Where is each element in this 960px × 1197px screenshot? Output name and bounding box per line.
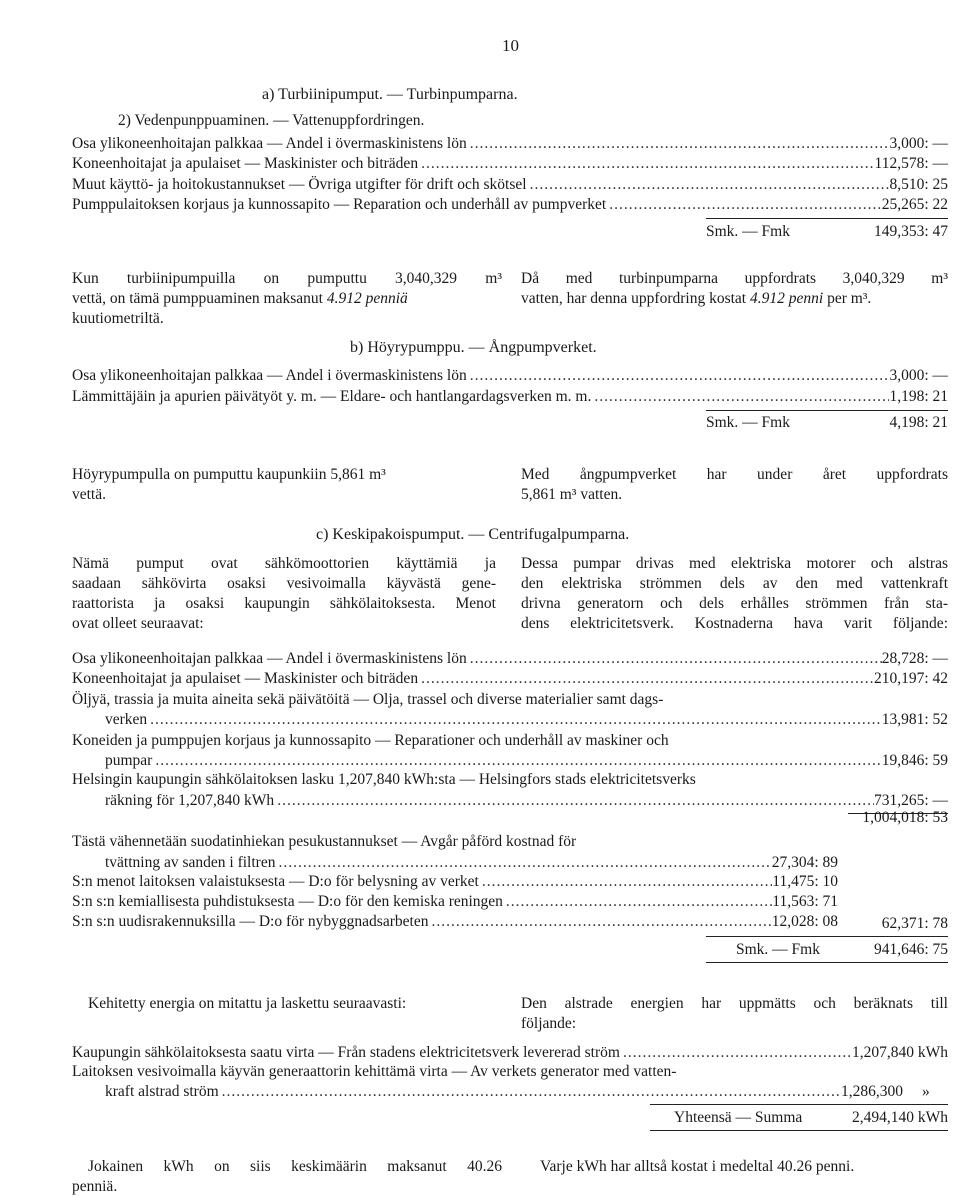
row-label: Osa ylikoneenhoitajan palkkaa — Andel i övermaskinistens lön — [72, 367, 467, 384]
deductions-total: 62,371: 78 — [881, 915, 948, 932]
energy-heading-fi: Kehitetty energia on mitattu ja laskettu seuraavasti: — [88, 995, 407, 1012]
row-amount: 1,198: 21 — [889, 388, 948, 405]
section-b-row — [72, 387, 948, 407]
energy-total-label: Yhteensä — Summa — [674, 1109, 803, 1126]
deduction-row — [72, 912, 838, 932]
note-line: Höyrypumpulla on pumputtu kaupunkiin 5,861 m³ — [72, 466, 386, 483]
deduction-row — [105, 853, 838, 873]
note-line: Då med turbinpumparna uppfordrats 3,040,329 m³ — [521, 270, 948, 287]
row-label: pumpar — [105, 752, 153, 769]
total-rule — [706, 936, 948, 937]
page-number: 10 — [502, 36, 519, 55]
section-b-total-label: Smk. — Fmk — [706, 414, 790, 431]
energy-label-line1: Laitoksen vesivoimalla käyvän generaattorin kehittämä virta — Av verkets generator med vatten- — [72, 1063, 677, 1080]
row-label-line1: Koneiden ja pumppujen korjaus ja kunnossapito — Reparationer och underhåll av maskiner och — [72, 732, 669, 749]
ditto-mark: » — [922, 1083, 930, 1100]
row-amount: 3,000: — — [889, 135, 948, 152]
row-label: verken — [105, 711, 148, 728]
row-amount: 19,846: 59 — [881, 752, 948, 769]
section-c-row — [105, 791, 948, 811]
section-c-row — [105, 710, 948, 730]
row-label: Osa ylikoneenhoitajan palkkaa — Andel i övermaskinistens lön — [72, 650, 467, 667]
row-amount: 210,197: 42 — [873, 670, 948, 687]
row-amount: 28,728: — — [881, 650, 948, 667]
row-amount: 11,475: 10 — [772, 873, 838, 890]
deduction-row — [72, 892, 838, 912]
note-line: Med ångpumpverket har under året uppfordrats — [521, 466, 948, 483]
note-line: Kun turbiinipumpuilla on pumputtu 3,040,329 m³ — [72, 270, 502, 287]
row-label: tvättning av sanden i filtren — [105, 854, 276, 871]
row-amount: 25,265: 22 — [881, 196, 948, 213]
row-label-line1: Öljyä, trassia ja muita aineita sekä päivätöitä — Olja, trassel och diverse materialier samt dags- — [72, 691, 664, 708]
row-label: Muut käyttö- ja hoitokustannukset — Övriga utgifter för drift och skötsel — [72, 176, 527, 193]
row-label-line1: Helsingin kaupungin sähkölaitoksen lasku 1,207,840 kWh:sta — Helsingfors stads elektricitetsverks — [72, 771, 696, 788]
row-label: kraft alstrad ström — [105, 1083, 219, 1100]
intro-line: Dessa pumpar drivas med elektriska motorer och alstras — [521, 555, 948, 572]
deduction-label-line1: Tästä vähennetään suodatinhiekan pesukustannukset — Avgår påförd kostnad för — [72, 833, 577, 850]
energy-row — [105, 1082, 903, 1102]
note-value: 4.912 penni — [750, 290, 824, 307]
row-label: S:n menot laitoksen valaistuksesta — D:o för belysning av verket — [72, 873, 479, 890]
section-c-row — [72, 649, 948, 669]
section-a-row — [72, 175, 948, 195]
intro-line: den elektriska strömmen dels av den med vattenkraft — [521, 575, 948, 592]
note-line: vatten, har denna uppfordring kostat 4.912 penni per m³. — [521, 290, 872, 307]
note-line: vettä. — [72, 486, 106, 503]
intro-line: drivna generatorn och dels erhålles strömmen från sta- — [521, 595, 948, 612]
section-b-heading: b) Höyrypumppu. — Ångpumpverket. — [350, 339, 597, 356]
row-amount: 112,578: — — [874, 155, 948, 172]
section-a-note-fi — [72, 269, 502, 329]
section-c-row — [72, 669, 948, 689]
row-label: Koneenhoitajat ja apulaiset — Maskinister och biträden — [72, 155, 419, 172]
row-label: Kaupungin sähkölaitoksesta saatu virta — Från stadens elektricitetsverk levererad ström — [72, 1044, 620, 1061]
section-c-intro-fi — [72, 554, 496, 634]
section-c-total-label: Smk. — Fmk — [736, 941, 820, 958]
row-amount: 1,286,300 — [841, 1083, 903, 1100]
row-label: Pumppulaitoksen korjaus ja kunnossapito — Reparation och underhåll av pumpverket — [72, 196, 607, 213]
section-a-row — [72, 134, 948, 154]
section-c-intro-sv — [521, 554, 948, 634]
intro-line: dens elektricitetsverk. Kostnaderna hava varit följande: — [521, 615, 948, 632]
note-line: vettä, on tämä pumppuaminen maksanut 4.912 penniä — [72, 290, 408, 307]
row-label: Lämmittäjäin ja apurien päivätyöt y. m. — Eldare- och hantlangardagsverken m. m. — [72, 388, 592, 405]
footer-line: Jokainen kWh on siis keskimäärin maksanut 40.26 — [88, 1158, 502, 1175]
energy-heading-sv — [521, 994, 948, 1034]
row-label: S:n s:n kemiallisesta puhdistuksesta — D:o för den kemiska reningen — [72, 893, 503, 910]
row-amount: 731,265: — — [873, 792, 948, 809]
heading-line: Den alstrade energien har uppmätts och beräknats till — [521, 995, 948, 1012]
total-rule — [706, 410, 948, 411]
footer-line: penniä. — [72, 1178, 118, 1195]
footer-sv: Varje kWh har alltså kostat i medeltal 40.26 penni. — [540, 1158, 855, 1175]
row-label: Osa ylikoneenhoitajan palkkaa — Andel i övermaskinistens lön — [72, 135, 467, 152]
row-label: S:n s:n uudisrakennuksilla — D:o för nybyggnadsarbeten — [72, 913, 429, 930]
total-rule — [706, 218, 948, 219]
row-amount: 1,207,840 kWh — [851, 1044, 948, 1061]
energy-row — [72, 1043, 948, 1063]
intro-line: ovat olleet seuraavat: — [72, 615, 204, 632]
row-label: Koneenhoitajat ja apulaiset — Maskinister och biträden — [72, 670, 419, 687]
section-a-note-sv — [521, 269, 948, 309]
footer-fi — [72, 1157, 502, 1197]
section-c-total-amount: 941,646: 75 — [873, 941, 948, 958]
section-a-row — [72, 154, 948, 174]
section-b-note-fi — [72, 465, 502, 505]
section-b-note-sv — [521, 465, 948, 505]
intro-line: saadaan sähkövirta osaksi vesivoimalla käyvästä gene- — [72, 575, 496, 592]
section-a-heading: a) Turbiinipumput. — Turbinpumparna. — [262, 86, 518, 103]
section-c-subtotal: 1,004,018: 53 — [862, 809, 948, 826]
note-line: 5,861 m³ vatten. — [521, 486, 623, 503]
total-rule — [650, 1104, 948, 1105]
intro-line: Nämä pumput ovat sähkömoottorien käyttämiä ja — [72, 555, 496, 572]
section-a-subheading: 2) Vedenpunppuaminen. — Vattenuppfordringen. — [118, 112, 425, 129]
section-a-total-label: Smk. — Fmk — [706, 223, 790, 240]
double-rule — [650, 1130, 948, 1131]
note-line: kuutiometriltä. — [72, 310, 164, 327]
section-c-row — [105, 751, 948, 771]
double-rule — [706, 962, 948, 963]
energy-total-amount: 2,494,140 kWh — [851, 1109, 948, 1126]
section-b-row — [72, 366, 948, 386]
section-b-total-amount: 4,198: 21 — [889, 414, 948, 431]
intro-line: raattorista ja osaksi kaupungin sähkölaitoksesta. Menot — [72, 595, 496, 612]
deduction-row — [72, 872, 838, 892]
row-label: räkning för 1,207,840 kWh — [105, 792, 275, 809]
row-amount: 27,304: 89 — [771, 854, 838, 871]
section-c-heading: c) Keskipakoispumput. — Centrifugalpumparna. — [316, 526, 630, 543]
row-amount: 13,981: 52 — [881, 711, 948, 728]
note-value: 4.912 penniä — [326, 290, 408, 307]
heading-line: följande: — [521, 1015, 577, 1032]
row-amount: 12,028: 08 — [771, 913, 838, 930]
section-a-row — [72, 195, 948, 215]
row-amount: 3,000: — — [889, 367, 948, 384]
section-a-total-amount: 149,353: 47 — [873, 223, 948, 240]
row-amount: 8,510: 25 — [889, 176, 948, 193]
row-amount: 11,563: 71 — [772, 893, 838, 910]
